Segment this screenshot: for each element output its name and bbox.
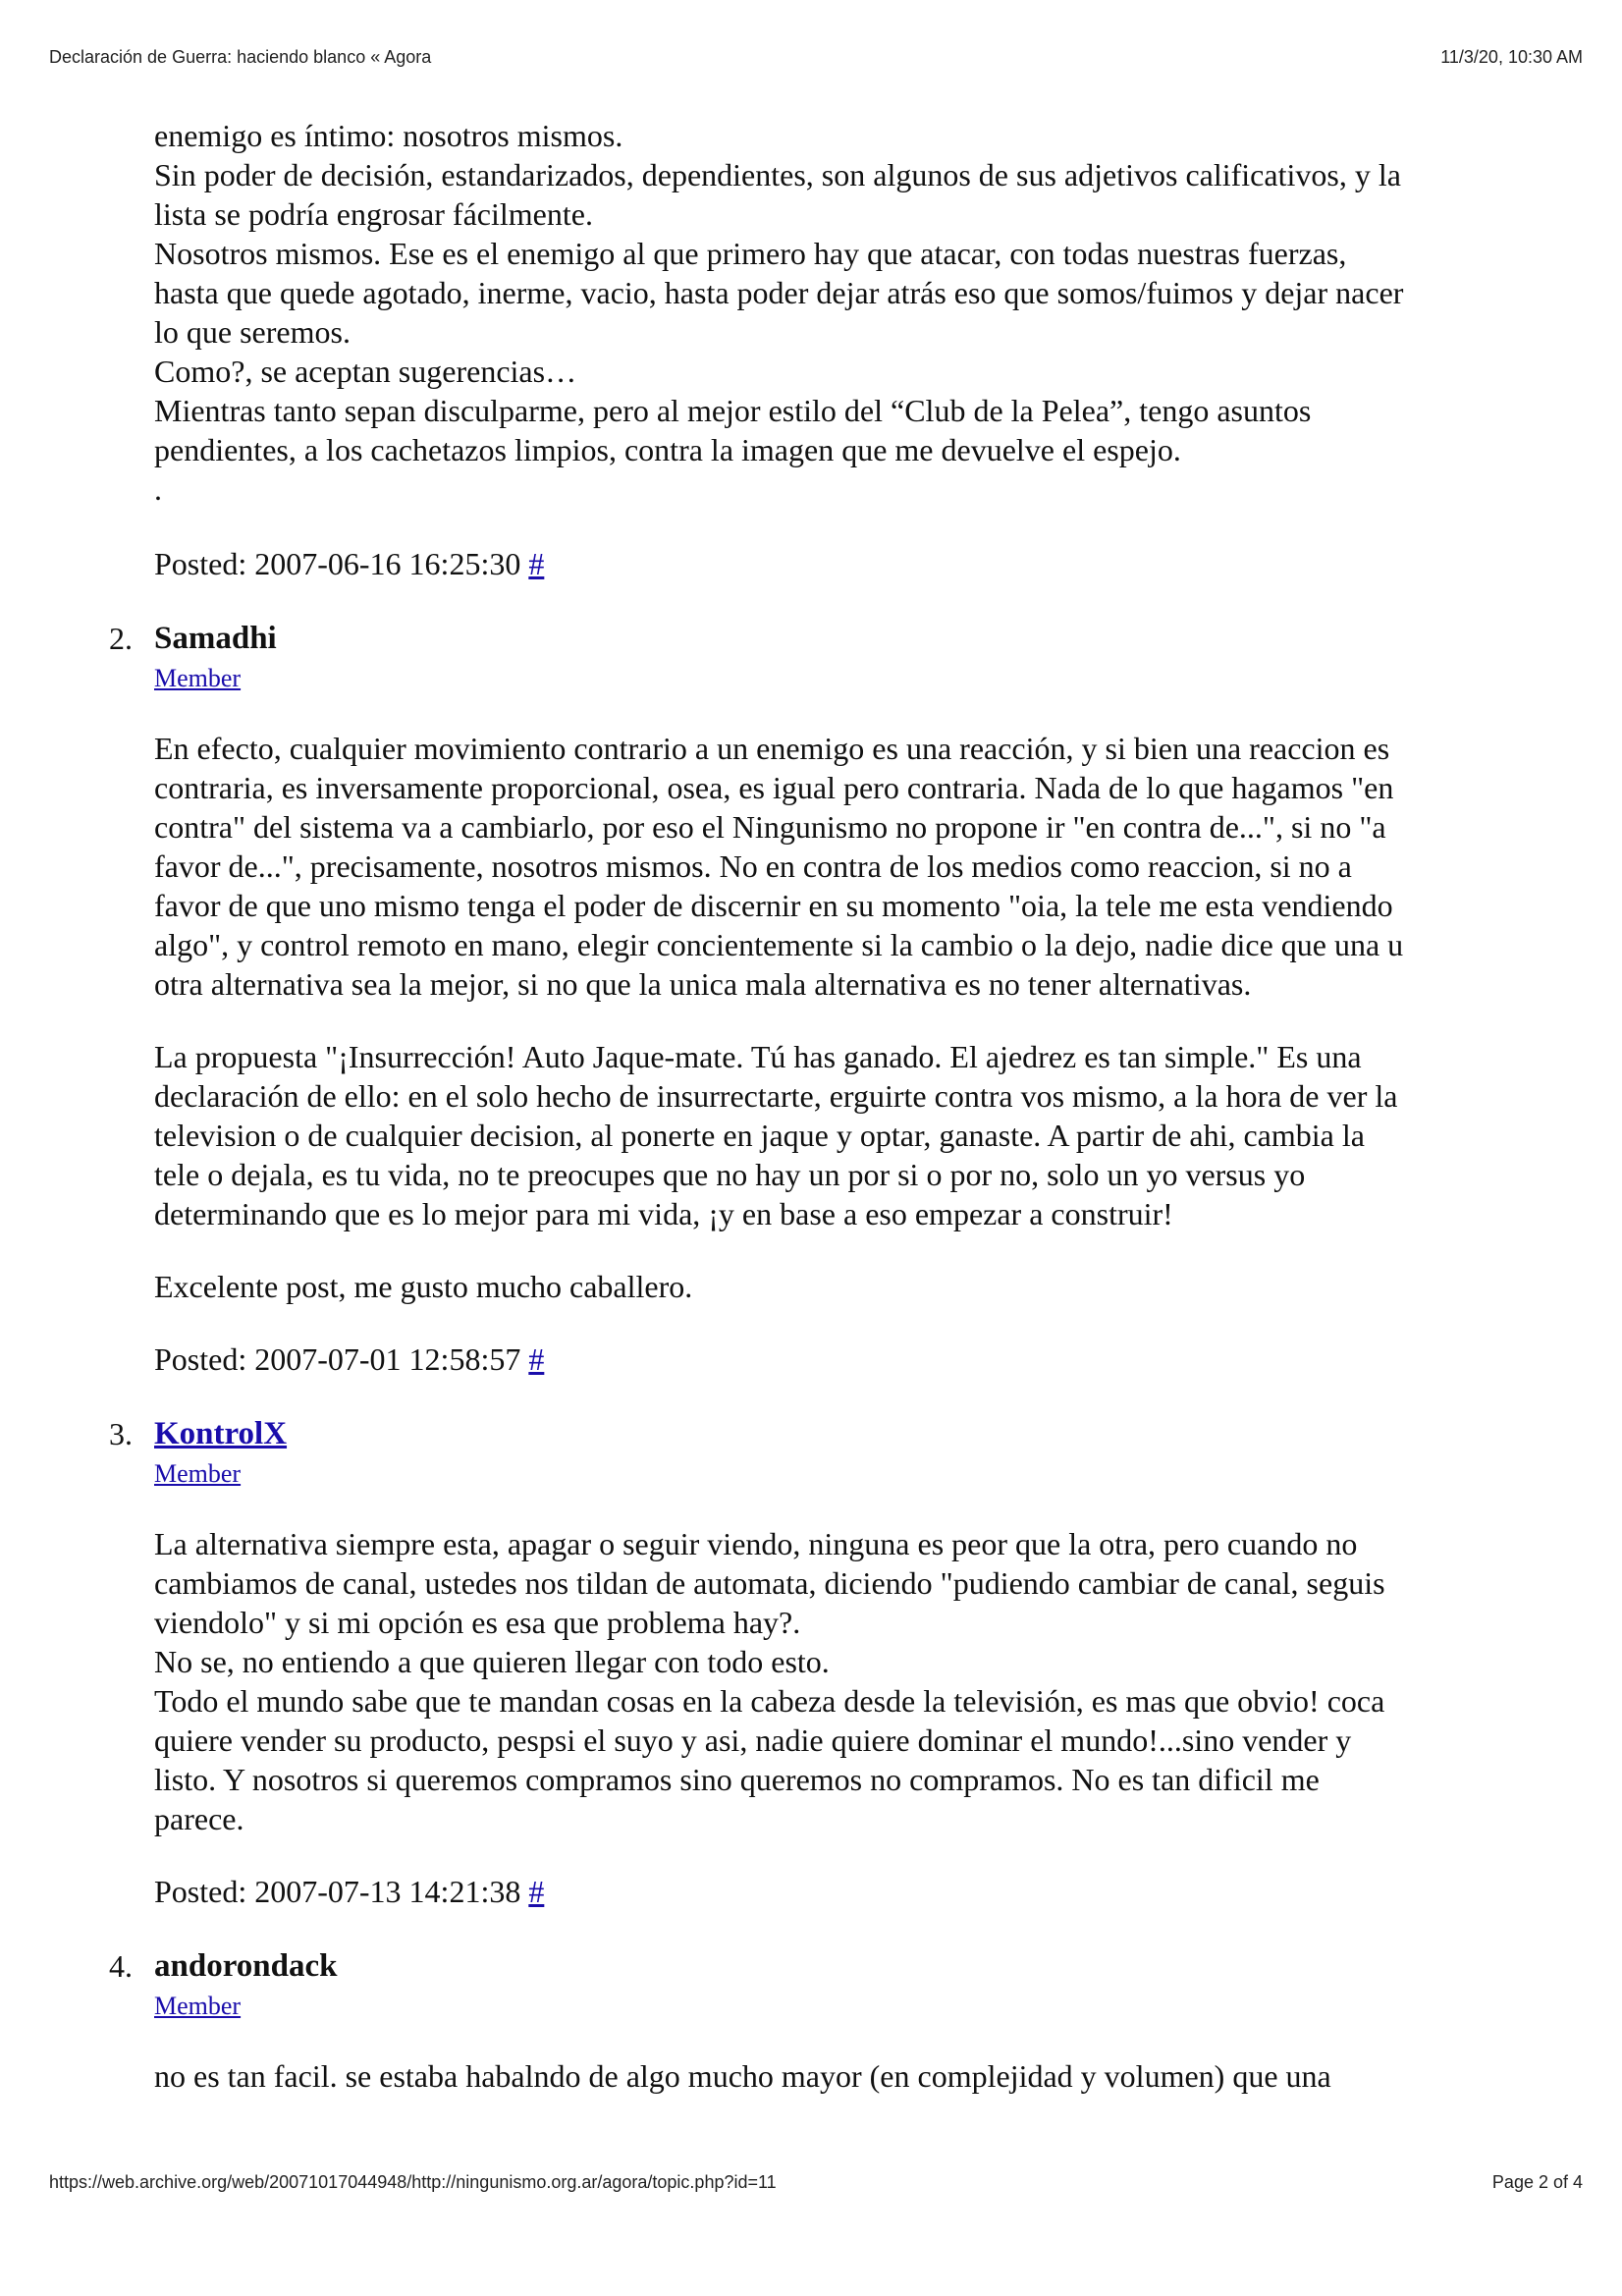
- comment-author-link[interactable]: KontrolX: [154, 1416, 288, 1451]
- permalink[interactable]: #: [528, 1341, 545, 1377]
- posted-label: Posted: 2007-06-16 16:25:30: [154, 546, 521, 581]
- comment-line: contraria, es inversamente proporcional, osea, es igual pero contraria. Nada de lo que hagamos "en: [154, 770, 1394, 805]
- comment-line: parece.: [154, 1801, 244, 1836]
- comment-line: otra alternativa sea la mejor, si no que la unica mala alternativa es no tener alternativas.: [154, 966, 1252, 1002]
- post-line: .: [154, 471, 162, 507]
- posted-label: Posted: 2007-07-01 12:58:57: [154, 1341, 521, 1377]
- post-line: hasta que quede agotado, inerme, vacio, hasta poder dejar atrás eso que somos/fuimos y dejar nacer: [154, 275, 1404, 310]
- comment: [109, 1414, 1568, 1911]
- page-number: Page 2 of 4: [1491, 2172, 1583, 2192]
- topic-content: [109, 116, 1568, 2096]
- post-line: Mientras tanto sepan disculparme, pero al mejor estilo del “Club de la Pelea”, tengo asuntos: [154, 393, 1312, 428]
- posted-label: Posted: 2007-07-13 14:21:38: [154, 1874, 521, 1909]
- comment-line: cambiamos de canal, ustedes nos tildan de automata, diciendo "pudiendo cambiar de canal, seguis: [154, 1565, 1385, 1601]
- comment-line: declaración de ello: en el solo hecho de insurrectarte, erguirte contra vos mismo, a la hora de ver la: [154, 1078, 1398, 1114]
- author-role-link[interactable]: Member: [154, 664, 242, 692]
- post-timestamp: [154, 1872, 1568, 1911]
- comment-paragraph: [154, 2056, 1568, 2096]
- comment-line: tele o dejala, es tu vida, no te preocupes que no hay un por si o por no, solo un yo versus yo: [154, 1157, 1306, 1192]
- post-line: lo que seremos.: [154, 314, 351, 350]
- comment-line: algo", y control remoto en mano, elegir concientemente si la cambio o la dejo, nadie dice que una u: [154, 927, 1404, 962]
- comment-paragraph: [154, 729, 1568, 1004]
- comment-line: favor de que uno mismo tenga el poder de discernir en su momento "oia, la tele me esta vendiendo: [154, 888, 1393, 923]
- comment-line: contra" del sistema va a cambiarlo, por eso el Ningunismo no propone ir "en contra de...", si no "a: [154, 809, 1386, 845]
- post-line: Como?, se aceptan sugerencias…: [154, 354, 577, 389]
- comment-line: La propuesta "¡Insurrección! Auto Jaque-mate. Tú has ganado. El ajedrez es tan simple." Es una: [154, 1039, 1362, 1074]
- page-title: Declaración de Guerra: haciendo blanco « Agora: [49, 47, 432, 67]
- comment-paragraph: [154, 1524, 1568, 1838]
- post-timestamp: [154, 544, 1568, 583]
- comment-line: television o de cualquier decision, al ponerte en jaque y optar, ganaste. A partir de ahi, cambia la: [154, 1118, 1365, 1153]
- post-line: lista se podría engrosar fácilmente.: [154, 196, 593, 232]
- original-post-body: [154, 116, 1568, 509]
- comment-line: En efecto, cualquier movimiento contrario a un enemigo es una reacción, y si bien una reaccion es: [154, 731, 1390, 766]
- comment-line: Todo el mundo sabe que te mandan cosas en la cabeza desde la televisión, es mas que obvio! coca: [154, 1683, 1385, 1719]
- comment-line: listo. Y nosotros si queremos compramos sino queremos no compramos. No es tan dificil me: [154, 1762, 1320, 1797]
- comment-number: 2.: [109, 621, 133, 656]
- print-header: [49, 47, 1583, 68]
- comment-line: quiere vender su producto, pespsi el suyo y asi, nadie quiere dominar el mundo!...sino vender y: [154, 1722, 1352, 1758]
- permalink[interactable]: #: [528, 546, 545, 581]
- page-url: https://web.archive.org/web/20071017044948/http://ningunismo.org.ar/agora/topic.php?id=11: [49, 2172, 777, 2192]
- comment-line: La alternativa siempre esta, apagar o seguir viendo, ninguna es peor que la otra, pero cuando no: [154, 1526, 1358, 1561]
- comment-number: 4.: [109, 1948, 133, 1984]
- comment: [109, 1946, 1568, 2096]
- comment-paragraph: [154, 1267, 1568, 1306]
- comment-line: favor de...", precisamente, nosotros mismos. No en contra de los medios como reaccion, si no a: [154, 848, 1352, 884]
- permalink[interactable]: #: [528, 1874, 545, 1909]
- post-line: enemigo es íntimo: nosotros mismos.: [154, 118, 623, 153]
- comment-line: determinando que es lo mejor para mi vida, ¡y en base a eso empezar a construir!: [154, 1196, 1173, 1231]
- comment-author: Samadhi: [154, 621, 277, 656]
- post-timestamp: [154, 1339, 1568, 1379]
- print-footer: [49, 2172, 1583, 2193]
- comment-line: Excelente post, me gusto mucho caballero.: [154, 1269, 693, 1304]
- post-line: Sin poder de decisión, estandarizados, dependientes, son algunos de sus adjetivos calificativos, y la: [154, 157, 1401, 192]
- comment-line: No se, no entiendo a que quieren llegar con todo esto.: [154, 1644, 830, 1679]
- author-role-link[interactable]: Member: [154, 1992, 242, 2020]
- post-line: Nosotros mismos. Ese es el enemigo al que primero hay que atacar, con todas nuestras fuerzas,: [154, 236, 1347, 271]
- comment: [109, 619, 1568, 1379]
- print-datetime: 11/3/20, 10:30 AM: [1440, 47, 1583, 67]
- comment-author: andorondack: [154, 1948, 338, 1984]
- comment-number: 3.: [109, 1416, 133, 1451]
- author-role-link[interactable]: Member: [154, 1459, 242, 1488]
- post-line: pendientes, a los cachetazos limpios, contra la imagen que me devuelve el espejo.: [154, 432, 1181, 467]
- comment-line: no es tan facil. se estaba habalndo de algo mucho mayor (en complejidad y volumen) que una: [154, 2058, 1331, 2094]
- comment-paragraph: [154, 1037, 1568, 1233]
- comment-line: viendolo" y si mi opción es esa que problema hay?.: [154, 1605, 801, 1640]
